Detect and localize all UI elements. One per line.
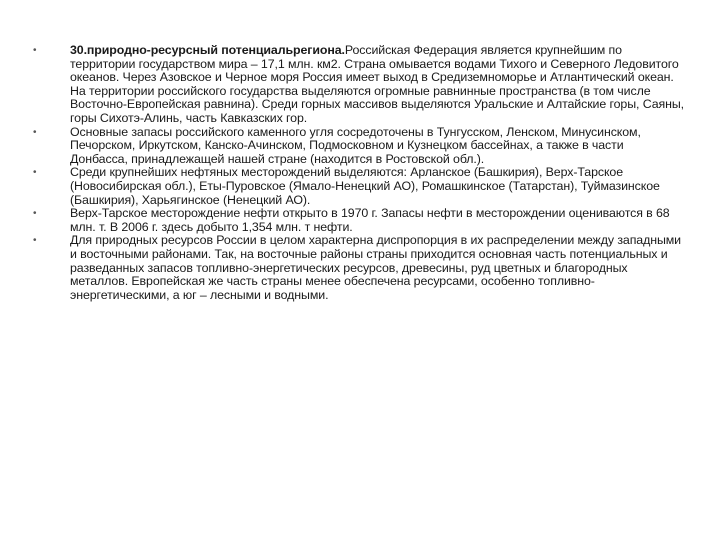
bullet-icon: • <box>33 235 37 247</box>
item-text: Верх-Тарское месторождение нефти открыто в 1970 г. Запасы нефти в месторождении оцениваются в 68 млн. т. В 2006 г. здесь добыто 1,354 млн. т нефти. <box>70 206 670 234</box>
bullet-icon: • <box>33 126 37 138</box>
list-item <box>32 166 684 207</box>
item-text: Основные запасы российского каменного угля сосредоточены в Тунгусском, Ленском, Минусинском, Печорском, Иркутском, Канско-Ачинском, Подмосковном и Кузнецком бассейнах, а также в части Донбасса, принадлежащей нашей стране (находится в Ростовской обл.). <box>70 124 641 166</box>
item-text: Российская Федерация является крупнейшим по территории государством мира – 17,1 млн. км2. Страна омывается водами Тихого и Северного Ледовитого океанов. Через Азовское и Черное моря Россия имеет выход в Средиземноморье и Атлантический океан. На территории российского государства выделяются огромные равнинные пространства (в том числе Восточно-Европейская равнина). Среди горных массивов выделяются Уральские и Алтайские горы, Саяны, горы Сихотэ-Алинь, часть Кавказских гор. <box>70 43 684 125</box>
item-heading: 30.природно-ресурсный потенциальрегиона. <box>70 43 345 57</box>
item-text: Для природных ресурсов России в целом характерна диспропорция в их распределении между западными и восточными районами. Так, на восточные районы страны приходится основная часть потенциальных и разведанных запасов топливно-энергетических ресурсов, древесины, руд цветных и благородных металлов. Европейская же часть страны менее обеспечена ресурсами, особенно топливно-энергетическими, а юг – лесными и водными. <box>70 233 682 302</box>
bullet-icon: • <box>33 167 37 179</box>
bullet-list <box>32 44 684 302</box>
list-item <box>32 126 684 167</box>
bullet-icon: • <box>33 45 37 56</box>
bullet-icon: • <box>33 208 37 220</box>
list-item <box>32 234 684 302</box>
list-item <box>32 44 684 126</box>
item-text: Среди крупнейших нефтяных месторождений выделяются: Арланское (Башкирия), Верх-Тарское (Новосибирская обл.), Еты-Пуровское (Ямало-Ненецкий АО), Ромашкинское (Татарстан), Туймазинское (Башкирия), Харьягинское (Ненецкий АО). <box>70 165 660 207</box>
list-item <box>32 207 684 234</box>
